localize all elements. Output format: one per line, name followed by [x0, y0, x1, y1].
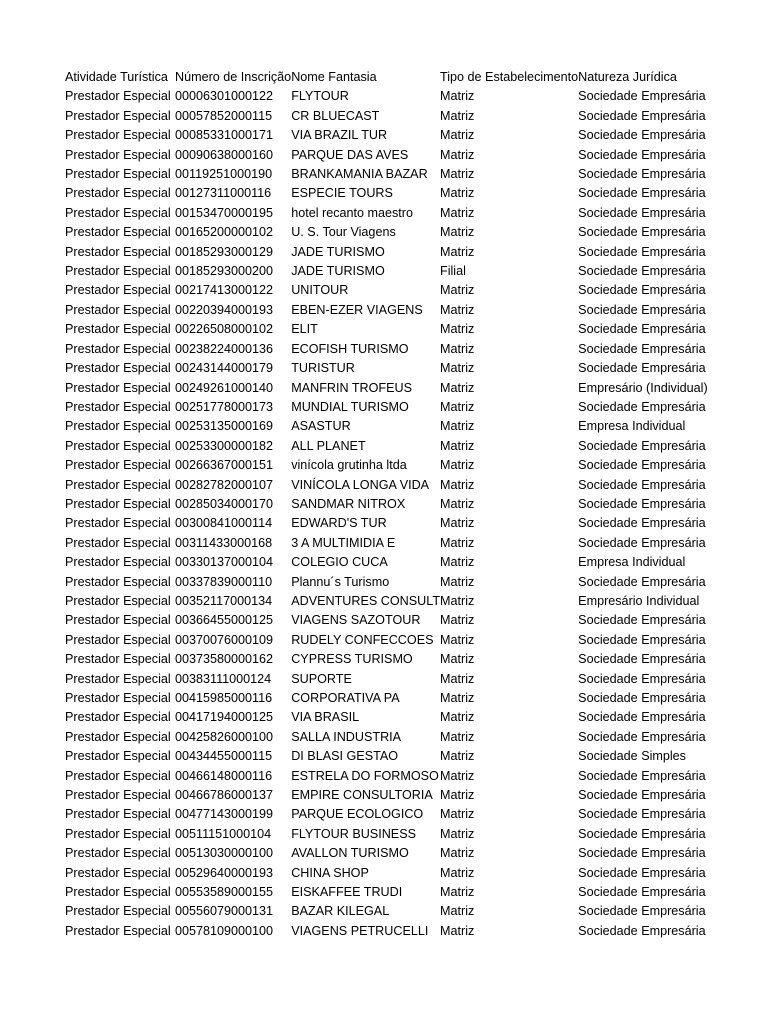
- cell-natureza-juridica[interactable]: Sociedade Empresária: [578, 885, 706, 900]
- cell-tipo-de-estabelecimento[interactable]: Matriz: [440, 361, 475, 376]
- cell-numero-de-inscricao[interactable]: 00238224000136: [175, 341, 274, 356]
- cell-natureza-juridica[interactable]: Sociedade Empresária: [578, 205, 706, 220]
- cell-atividade-turistica[interactable]: Prestador Especial: [65, 225, 171, 240]
- table-row: [65, 573, 708, 592]
- cell-natureza-juridica[interactable]: Sociedade Empresária: [578, 865, 706, 880]
- cell-natureza-juridica[interactable]: Sociedade Empresária: [578, 826, 706, 841]
- cell-tipo-de-estabelecimento[interactable]: Matriz: [440, 865, 475, 880]
- cell-nome-fantasia[interactable]: ECOFISH TURISMO: [291, 341, 409, 356]
- cell-tipo-de-estabelecimento[interactable]: Matriz: [440, 691, 475, 705]
- cell-tipo-de-estabelecimento[interactable]: Filial: [440, 264, 466, 279]
- table-row: [65, 844, 708, 863]
- cell-natureza-juridica[interactable]: Sociedade Empresária: [578, 846, 706, 861]
- cell-natureza-juridica[interactable]: Empresário Individual: [578, 593, 700, 608]
- cell-nome-fantasia[interactable]: CORPORATIVA PA: [291, 691, 400, 705]
- spreadsheet-table: [65, 68, 708, 941]
- cell-natureza-juridica[interactable]: Sociedade Empresária: [578, 671, 706, 686]
- cell-numero-de-inscricao[interactable]: 00243144000179: [175, 361, 274, 376]
- cell-atividade-turistica[interactable]: Prestador Especial: [65, 574, 171, 589]
- cell-natureza-juridica[interactable]: Sociedade Empresária: [578, 613, 706, 628]
- cell-nome-fantasia[interactable]: FLYTOUR: [291, 89, 349, 104]
- table-row: [65, 631, 708, 650]
- cell-natureza-juridica[interactable]: Sociedade Empresária: [578, 768, 706, 783]
- table-row: [65, 456, 708, 475]
- cell-nome-fantasia[interactable]: MANFRIN TROFEUS: [291, 380, 413, 395]
- cell-atividade-turistica[interactable]: Prestador Especial: [65, 438, 171, 453]
- cell-nome-fantasia[interactable]: ALL PLANET: [291, 438, 366, 453]
- cell-natureza-juridica[interactable]: Sociedade Empresária: [578, 167, 706, 182]
- cell-atividade-turistica[interactable]: Prestador Especial: [65, 244, 171, 259]
- cell-natureza-juridica[interactable]: Sociedade Empresária: [578, 438, 706, 453]
- cell-tipo-de-estabelecimento[interactable]: Matriz: [440, 826, 475, 841]
- cell-atividade-turistica[interactable]: Prestador Especial: [65, 264, 171, 279]
- cell-nome-fantasia[interactable]: ASASTUR: [291, 419, 351, 434]
- cell-nome-fantasia[interactable]: SALLA INDUSTRIA: [291, 729, 402, 744]
- cell-numero-de-inscricao[interactable]: 00466786000137: [175, 788, 274, 803]
- cell-tipo-de-estabelecimento[interactable]: Matriz: [440, 205, 475, 220]
- cell-numero-de-inscricao[interactable]: 00217413000122: [175, 283, 274, 298]
- cell-nome-fantasia[interactable]: 3 A MULTIMIDIA E: [291, 535, 396, 550]
- cell-natureza-juridica[interactable]: Sociedade Empresária: [578, 535, 706, 550]
- cell-atividade-turistica[interactable]: Prestador Especial: [65, 788, 171, 803]
- cell-nome-fantasia[interactable]: SANDMAR NITROX: [291, 496, 406, 511]
- cell-numero-de-inscricao[interactable]: 00006301000122: [175, 89, 274, 104]
- cell-tipo-de-estabelecimento[interactable]: Matriz: [440, 225, 475, 240]
- table-row: [65, 437, 708, 456]
- cell-atividade-turistica[interactable]: Prestador Especial: [65, 652, 171, 667]
- table-row: [65, 592, 708, 611]
- cell-atividade-turistica[interactable]: Prestador Especial: [65, 128, 171, 143]
- cell-atividade-turistica[interactable]: Prestador Especial: [65, 749, 171, 764]
- cell-tipo-de-estabelecimento[interactable]: Matriz: [440, 380, 475, 395]
- cell-numero-de-inscricao[interactable]: 00300841000114: [175, 516, 273, 531]
- cell-natureza-juridica[interactable]: Sociedade Empresária: [578, 186, 706, 201]
- table-row: [65, 340, 708, 359]
- cell-numero-de-inscricao[interactable]: 00226508000102: [175, 322, 274, 337]
- cell-atividade-turistica[interactable]: Prestador Especial: [65, 593, 171, 608]
- cell-numero-de-inscricao[interactable]: 00153470000195: [175, 205, 274, 220]
- cell-natureza-juridica[interactable]: Sociedade Empresária: [578, 399, 706, 414]
- cell-nome-fantasia[interactable]: TURISTUR: [291, 361, 355, 376]
- cell-atividade-turistica[interactable]: Prestador Especial: [65, 846, 171, 861]
- cell-tipo-de-estabelecimento[interactable]: Matriz: [440, 89, 475, 104]
- cell-nome-fantasia[interactable]: COLEGIO CUCA: [291, 555, 388, 570]
- cell-natureza-juridica[interactable]: Sociedade Empresária: [578, 691, 706, 705]
- cell-natureza-juridica[interactable]: Sociedade Empresária: [578, 574, 706, 589]
- cell-nome-fantasia[interactable]: ELIT: [291, 322, 318, 337]
- table-row: [65, 146, 708, 165]
- cell-tipo-de-estabelecimento[interactable]: Matriz: [440, 652, 475, 667]
- cell-numero-de-inscricao[interactable]: 00337839000110: [175, 574, 273, 589]
- cell-numero-de-inscricao[interactable]: 00185293000200: [175, 264, 274, 279]
- cell-nome-fantasia[interactable]: SUPORTE: [291, 671, 352, 686]
- cell-numero-de-inscricao[interactable]: 00249261000140: [175, 380, 274, 395]
- cell-nome-fantasia[interactable]: RUDELY CONFECCOES: [291, 632, 434, 647]
- cell-numero-de-inscricao[interactable]: 00352117000134: [175, 593, 273, 608]
- cell-tipo-de-estabelecimento[interactable]: Matriz: [440, 341, 475, 356]
- cell-natureza-juridica[interactable]: Sociedade Empresária: [578, 302, 706, 317]
- table-row: [65, 611, 708, 630]
- cell-numero-de-inscricao[interactable]: 00370076000109: [175, 632, 274, 647]
- cell-nome-fantasia[interactable]: JADE TURISMO: [291, 244, 385, 259]
- cell-nome-fantasia[interactable]: VIAGENS PETRUCELLI: [291, 923, 429, 938]
- cell-natureza-juridica[interactable]: Sociedade Empresária: [578, 225, 706, 240]
- cell-numero-de-inscricao[interactable]: 00085331000171: [175, 128, 274, 143]
- cell-nome-fantasia[interactable]: PARQUE DAS AVES: [291, 147, 409, 162]
- cell-atividade-turistica[interactable]: Prestador Especial: [65, 691, 171, 705]
- cell-tipo-de-estabelecimento[interactable]: Matriz: [440, 147, 475, 162]
- table-row: [65, 87, 708, 106]
- cell-tipo-de-estabelecimento[interactable]: Matriz: [440, 846, 475, 861]
- cell-atividade-turistica[interactable]: Prestador Especial: [65, 167, 171, 182]
- cell-numero-de-inscricao[interactable]: 00529640000193: [175, 865, 274, 880]
- cell-natureza-juridica[interactable]: Empresário (Individual): [578, 380, 708, 395]
- table-row: [65, 747, 708, 766]
- cell-atividade-turistica[interactable]: Prestador Especial: [65, 205, 171, 220]
- cell-nome-fantasia[interactable]: EDWARD'S TUR: [291, 516, 387, 531]
- cell-tipo-de-estabelecimento[interactable]: Matriz: [440, 788, 475, 803]
- cell-natureza-juridica[interactable]: Sociedade Empresária: [578, 496, 706, 511]
- cell-nome-fantasia[interactable]: AVALLON TURISMO: [291, 846, 409, 861]
- cell-natureza-juridica[interactable]: Sociedade Empresária: [578, 652, 706, 667]
- header-numero-de-inscricao[interactable]: Número de Inscrição: [175, 70, 292, 84]
- cell-nome-fantasia[interactable]: U. S. Tour Viagens: [291, 225, 396, 240]
- table-row: [65, 922, 708, 941]
- cell-numero-de-inscricao[interactable]: 00434455000115: [175, 749, 273, 764]
- cell-numero-de-inscricao[interactable]: 00165200000102: [175, 225, 274, 240]
- cell-atividade-turistica[interactable]: Prestador Especial: [65, 108, 171, 123]
- header-atividade-turistica[interactable]: Atividade Turística: [65, 70, 168, 84]
- cell-nome-fantasia[interactable]: CHINA SHOP: [291, 865, 369, 880]
- cell-numero-de-inscricao[interactable]: 00383111000124: [175, 671, 272, 686]
- cell-numero-de-inscricao[interactable]: 00466148000116: [175, 768, 273, 783]
- cell-numero-de-inscricao[interactable]: 00253300000182: [175, 438, 274, 453]
- cell-tipo-de-estabelecimento[interactable]: Matriz: [440, 768, 475, 783]
- cell-atividade-turistica[interactable]: Prestador Especial: [65, 535, 171, 550]
- cell-atividade-turistica[interactable]: Prestador Especial: [65, 322, 171, 337]
- table-row: [65, 514, 708, 533]
- cell-atividade-turistica[interactable]: Prestador Especial: [65, 516, 171, 531]
- cell-natureza-juridica[interactable]: Sociedade Empresária: [578, 341, 706, 356]
- cell-natureza-juridica[interactable]: Sociedade Simples: [578, 749, 686, 764]
- table-row: [65, 262, 708, 281]
- cell-tipo-de-estabelecimento[interactable]: Matriz: [440, 244, 475, 259]
- cell-nome-fantasia[interactable]: BAZAR KILEGAL: [291, 904, 390, 919]
- cell-natureza-juridica[interactable]: Sociedade Empresária: [578, 108, 706, 123]
- cell-natureza-juridica[interactable]: Sociedade Empresária: [578, 904, 706, 919]
- cell-numero-de-inscricao[interactable]: 00556079000131: [175, 904, 274, 919]
- cell-numero-de-inscricao[interactable]: 00311433000168: [175, 535, 273, 550]
- cell-numero-de-inscricao[interactable]: 00282782000107: [175, 477, 274, 492]
- cell-tipo-de-estabelecimento[interactable]: Matriz: [440, 710, 475, 725]
- cell-atividade-turistica[interactable]: Prestador Especial: [65, 710, 171, 725]
- cell-natureza-juridica[interactable]: Sociedade Empresária: [578, 264, 706, 279]
- cell-numero-de-inscricao[interactable]: 00253135000169: [175, 419, 274, 434]
- cell-atividade-turistica[interactable]: Prestador Especial: [65, 729, 171, 744]
- cell-tipo-de-estabelecimento[interactable]: Matriz: [440, 749, 475, 764]
- table-row: [65, 864, 708, 883]
- cell-numero-de-inscricao[interactable]: 00425826000100: [175, 729, 274, 744]
- table-row: [65, 243, 708, 262]
- cell-tipo-de-estabelecimento[interactable]: Matriz: [440, 477, 475, 492]
- table-row: [65, 476, 708, 495]
- cell-atividade-turistica[interactable]: Prestador Especial: [65, 885, 171, 900]
- table-row: [65, 320, 708, 339]
- cell-atividade-turistica[interactable]: Prestador Especial: [65, 555, 171, 570]
- cell-natureza-juridica[interactable]: Sociedade Empresária: [578, 361, 706, 376]
- cell-tipo-de-estabelecimento[interactable]: Matriz: [440, 283, 475, 298]
- cell-natureza-juridica[interactable]: Sociedade Empresária: [578, 516, 706, 531]
- cell-numero-de-inscricao[interactable]: 00090638000160: [175, 147, 274, 162]
- cell-nome-fantasia[interactable]: UNITOUR: [291, 283, 349, 298]
- cell-nome-fantasia[interactable]: EISKAFFEE TRUDI: [291, 885, 403, 900]
- header-nome-fantasia[interactable]: Nome Fantasia: [291, 70, 377, 84]
- cell-nome-fantasia[interactable]: EBEN-EZER VIAGENS: [291, 302, 423, 317]
- cell-nome-fantasia[interactable]: EMPIRE CONSULTORIA: [291, 788, 433, 803]
- cell-atividade-turistica[interactable]: Prestador Especial: [65, 807, 171, 822]
- cell-tipo-de-estabelecimento[interactable]: Matriz: [440, 574, 475, 589]
- cell-atividade-turistica[interactable]: Prestador Especial: [65, 399, 171, 414]
- cell-numero-de-inscricao[interactable]: 00511151000104: [175, 826, 272, 841]
- cell-atividade-turistica[interactable]: Prestador Especial: [65, 361, 171, 376]
- cell-atividade-turistica[interactable]: Prestador Especial: [65, 826, 171, 841]
- cell-natureza-juridica[interactable]: Sociedade Empresária: [578, 89, 706, 104]
- cell-numero-de-inscricao[interactable]: 00415985000116: [175, 691, 273, 705]
- cell-natureza-juridica[interactable]: Sociedade Empresária: [578, 322, 706, 337]
- cell-nome-fantasia[interactable]: MUNDIAL TURISMO: [291, 399, 409, 414]
- cell-numero-de-inscricao[interactable]: 00373580000162: [175, 652, 274, 667]
- table-row: [65, 204, 708, 223]
- cell-nome-fantasia[interactable]: VIA BRASIL: [291, 710, 360, 725]
- table-row: [65, 534, 708, 553]
- cell-natureza-juridica[interactable]: Empresa Individual: [578, 419, 686, 434]
- cell-nome-fantasia[interactable]: VINÍCOLA LONGA VIDA: [291, 477, 430, 492]
- cell-nome-fantasia[interactable]: CR BLUECAST: [291, 108, 380, 123]
- cell-tipo-de-estabelecimento[interactable]: Matriz: [440, 322, 475, 337]
- cell-nome-fantasia[interactable]: ESTRELA DO FORMOSO: [291, 768, 439, 783]
- cell-tipo-de-estabelecimento[interactable]: Matriz: [440, 302, 475, 317]
- cell-tipo-de-estabelecimento[interactable]: Matriz: [440, 807, 475, 822]
- cell-numero-de-inscricao[interactable]: 00330137000104: [175, 555, 274, 570]
- cell-natureza-juridica[interactable]: Empresa Individual: [578, 555, 686, 570]
- cell-nome-fantasia[interactable]: Plannu´s Turismo: [291, 574, 390, 589]
- cell-tipo-de-estabelecimento[interactable]: Matriz: [440, 458, 475, 473]
- cell-numero-de-inscricao[interactable]: 00127311000116: [175, 186, 272, 201]
- cell-nome-fantasia[interactable]: CYPRESS TURISMO: [291, 652, 413, 667]
- cell-atividade-turistica[interactable]: Prestador Especial: [65, 632, 171, 647]
- cell-tipo-de-estabelecimento[interactable]: Matriz: [440, 729, 475, 744]
- cell-tipo-de-estabelecimento[interactable]: Matriz: [440, 671, 475, 686]
- table-row: [65, 728, 708, 747]
- table-row: [65, 281, 708, 300]
- table-row: [65, 223, 708, 242]
- cell-tipo-de-estabelecimento[interactable]: Matriz: [440, 535, 475, 550]
- cell-numero-de-inscricao[interactable]: 00513030000100: [175, 846, 274, 861]
- cell-tipo-de-estabelecimento[interactable]: Matriz: [440, 438, 475, 453]
- table-row: [65, 301, 708, 320]
- cell-nome-fantasia[interactable]: VIA BRAZIL TUR: [291, 128, 388, 143]
- cell-nome-fantasia[interactable]: hotel recanto maestro: [291, 205, 414, 220]
- table-row: [65, 689, 708, 708]
- cell-natureza-juridica[interactable]: Sociedade Empresária: [578, 244, 706, 259]
- table-row: [65, 417, 708, 436]
- table-row: [65, 883, 708, 902]
- cell-numero-de-inscricao[interactable]: 00185293000129: [175, 244, 274, 259]
- cell-tipo-de-estabelecimento[interactable]: Matriz: [440, 399, 475, 414]
- cell-atividade-turistica[interactable]: Prestador Especial: [65, 613, 171, 628]
- cell-numero-de-inscricao[interactable]: 00366455000125: [175, 613, 274, 628]
- cell-atividade-turistica[interactable]: Prestador Especial: [65, 477, 171, 492]
- cell-tipo-de-estabelecimento[interactable]: Matriz: [440, 885, 475, 900]
- table-row: [65, 553, 708, 572]
- cell-nome-fantasia[interactable]: FLYTOUR BUSINESS: [291, 826, 417, 841]
- cell-tipo-de-estabelecimento[interactable]: Matriz: [440, 496, 475, 511]
- table-row: [65, 786, 708, 805]
- cell-atividade-turistica[interactable]: Prestador Especial: [65, 283, 171, 298]
- cell-natureza-juridica[interactable]: Sociedade Empresária: [578, 147, 706, 162]
- cell-natureza-juridica[interactable]: Sociedade Empresária: [578, 729, 706, 744]
- cell-atividade-turistica[interactable]: Prestador Especial: [65, 671, 171, 686]
- cell-tipo-de-estabelecimento[interactable]: Matriz: [440, 186, 475, 201]
- table-row: [65, 107, 708, 126]
- table-row: [65, 495, 708, 514]
- cell-nome-fantasia[interactable]: PARQUE ECOLOGICO: [291, 807, 424, 822]
- cell-atividade-turistica[interactable]: Prestador Especial: [65, 341, 171, 356]
- table-row: [65, 165, 708, 184]
- cell-atividade-turistica[interactable]: Prestador Especial: [65, 923, 171, 938]
- cell-numero-de-inscricao[interactable]: 00417194000125: [175, 710, 274, 725]
- table-row: [65, 398, 708, 417]
- cell-natureza-juridica[interactable]: Sociedade Empresária: [578, 807, 706, 822]
- cell-tipo-de-estabelecimento[interactable]: Matriz: [440, 555, 475, 570]
- cell-numero-de-inscricao[interactable]: 00285034000170: [175, 496, 274, 511]
- cell-nome-fantasia[interactable]: JADE TURISMO: [291, 264, 385, 279]
- cell-nome-fantasia[interactable]: DI BLASI GESTAO: [291, 749, 399, 764]
- table-row: [65, 902, 708, 921]
- cell-atividade-turistica[interactable]: Prestador Especial: [65, 458, 171, 473]
- cell-natureza-juridica[interactable]: Sociedade Empresária: [578, 710, 706, 725]
- cell-nome-fantasia[interactable]: ESPECIE TOURS: [291, 186, 393, 201]
- header-row: [65, 68, 708, 87]
- cell-atividade-turistica[interactable]: Prestador Especial: [65, 496, 171, 511]
- table-row: [65, 805, 708, 824]
- cell-atividade-turistica[interactable]: Prestador Especial: [65, 419, 171, 434]
- cell-natureza-juridica[interactable]: Sociedade Empresária: [578, 923, 706, 938]
- cell-natureza-juridica[interactable]: Sociedade Empresária: [578, 632, 706, 647]
- cell-atividade-turistica[interactable]: Prestador Especial: [65, 89, 171, 104]
- cell-nome-fantasia[interactable]: VIAGENS SAZOTOUR: [291, 613, 421, 628]
- table-row: [65, 184, 708, 203]
- cell-numero-de-inscricao[interactable]: 00477143000199: [175, 807, 274, 822]
- cell-natureza-juridica[interactable]: Sociedade Empresária: [578, 283, 706, 298]
- cell-tipo-de-estabelecimento[interactable]: Matriz: [440, 167, 475, 182]
- cell-numero-de-inscricao[interactable]: 00578109000100: [175, 923, 274, 938]
- cell-atividade-turistica[interactable]: Prestador Especial: [65, 865, 171, 880]
- cell-tipo-de-estabelecimento[interactable]: Matriz: [440, 516, 475, 531]
- cell-tipo-de-estabelecimento[interactable]: Matriz: [440, 904, 475, 919]
- table-row: [65, 767, 708, 786]
- table-row: [65, 126, 708, 145]
- cell-tipo-de-estabelecimento[interactable]: Matriz: [440, 128, 475, 143]
- cell-natureza-juridica[interactable]: Sociedade Empresária: [578, 477, 706, 492]
- header-tipo-de-estabelecimento[interactable]: Tipo de Estabelecimento: [440, 70, 579, 84]
- cell-numero-de-inscricao[interactable]: 00220394000193: [175, 302, 274, 317]
- cell-atividade-turistica[interactable]: Prestador Especial: [65, 904, 171, 919]
- table-row: [65, 670, 708, 689]
- table-row: [65, 825, 708, 844]
- cell-tipo-de-estabelecimento[interactable]: Matriz: [440, 419, 475, 434]
- cell-natureza-juridica[interactable]: Sociedade Empresária: [578, 788, 706, 803]
- cell-atividade-turistica[interactable]: Prestador Especial: [65, 768, 171, 783]
- table-row: [65, 379, 708, 398]
- cell-numero-de-inscricao[interactable]: 00251778000173: [175, 399, 274, 414]
- cell-atividade-turistica[interactable]: Prestador Especial: [65, 380, 171, 395]
- table-row: [65, 359, 708, 378]
- cell-numero-de-inscricao[interactable]: 00057852000115: [175, 108, 273, 123]
- cell-natureza-juridica[interactable]: Sociedade Empresária: [578, 458, 706, 473]
- cell-nome-fantasia[interactable]: vinícola grutinha ltda: [291, 458, 407, 473]
- cell-atividade-turistica[interactable]: Prestador Especial: [65, 302, 171, 317]
- cell-tipo-de-estabelecimento[interactable]: Matriz: [440, 108, 475, 123]
- cell-nome-fantasia[interactable]: BRANKAMANIA BAZAR: [291, 167, 428, 182]
- cell-natureza-juridica[interactable]: Sociedade Empresária: [578, 128, 706, 143]
- table-row: [65, 650, 708, 669]
- cell-tipo-de-estabelecimento[interactable]: Matriz: [440, 613, 475, 628]
- cell-atividade-turistica[interactable]: Prestador Especial: [65, 186, 171, 201]
- header-natureza-juridica[interactable]: Natureza Jurídica: [578, 70, 677, 84]
- cell-tipo-de-estabelecimento[interactable]: Matriz: [440, 923, 475, 938]
- table-row: [65, 708, 708, 727]
- cell-nome-fantasia[interactable]: ADVENTURES CONSULT: [291, 593, 441, 608]
- cell-tipo-de-estabelecimento[interactable]: Matriz: [440, 593, 475, 608]
- cell-tipo-de-estabelecimento[interactable]: Matriz: [440, 632, 475, 647]
- cell-atividade-turistica[interactable]: Prestador Especial: [65, 147, 171, 162]
- cell-numero-de-inscricao[interactable]: 00119251000190: [175, 167, 273, 182]
- cell-numero-de-inscricao[interactable]: 00266367000151: [175, 458, 274, 473]
- cell-numero-de-inscricao[interactable]: 00553589000155: [175, 885, 274, 900]
